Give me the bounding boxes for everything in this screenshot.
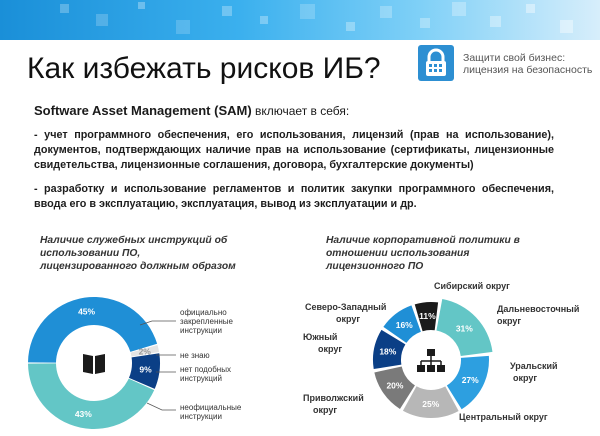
legend-official-l2: закрепленные [180,317,233,326]
region-volga-l1: Приволжский [303,393,364,403]
label-ural: 27% [461,374,479,385]
donut-regions [373,299,492,418]
region-central: Центральный округ [459,412,548,422]
book-icon [83,354,105,374]
legend-unofficial-l2: инструкции [180,412,222,421]
label-unofficial: 43% [74,408,92,419]
label-unknown: 2% [138,346,151,357]
donut-instructions [28,297,160,429]
region-volga [303,393,366,415]
label-south: 18% [379,346,397,357]
sam-heading-strong: Software Asset Management (SAM) [34,103,252,118]
legend-official [180,308,235,335]
region-south [303,332,342,354]
region-south-l1: Южный [303,332,338,342]
legend-no-instructions [180,365,233,383]
legend-official-l3: инструкции [180,326,222,335]
label-siberian: 11% [419,311,436,322]
page-title: Как избежать рисков ИБ? [27,52,381,85]
region-siberian: Сибирский округ [434,281,510,291]
legend-unknown: не знаю [180,351,210,360]
legend-unofficial-l1: неофициальные [180,403,242,412]
region-ural [510,361,560,383]
region-ural-l2: округ [513,373,538,383]
legend-official-l1: официально [180,308,227,317]
label-northwest: 16% [395,320,413,331]
bullet-regulations: - разработку и использование регламентов и политик закупки программного обеспечения, ввода его в эксплуатацию, эксплуатация, вывод из эксплуатации и др. [34,183,554,210]
region-fareast-l1: Дальневосточный [497,304,580,314]
sam-heading-rest: включает в себя: [251,104,350,118]
label-fareast: 31% [455,323,473,334]
legend-unofficial [180,403,244,421]
chart-title-instructions: Наличие служебных инструкций об использовании ПО, лицензированного должным образом [40,235,236,272]
label-no-instructions: 9% [139,364,152,375]
label-volga: 20% [386,380,404,391]
region-northwest-l2: округ [336,314,361,324]
leader-unofficial [147,403,176,410]
region-fareast [497,304,582,326]
chart-title-policy: Наличие корпоративной политики в отношении использования лицензионного ПО [326,235,520,272]
legend-no-l1: нет подобных [180,365,231,374]
region-northwest [305,302,389,324]
logo-text: Защити свой бизнес: лицензия на безопасность [463,52,593,76]
region-fareast-l2: округ [497,316,522,326]
legend-no-l2: инструкций [180,374,222,383]
region-volga-l2: округ [313,405,338,415]
region-south-l2: округ [318,344,343,354]
region-northwest-l1: Северо-Западный [305,302,387,312]
bullet-accounting: - учет программного обеспечения, его использования, лицензий (прав на использование), документов, подтверждающих наличие прав на использование (сертификаты, лицензионные свидетельства, лицензионные соглашения, договора, бухгалтерские документы) [34,129,554,171]
hierarchy-icon [417,349,445,372]
region-ural-l1: Уральский [510,361,558,371]
label-official: 45% [78,306,96,317]
label-central: 25% [422,398,440,409]
